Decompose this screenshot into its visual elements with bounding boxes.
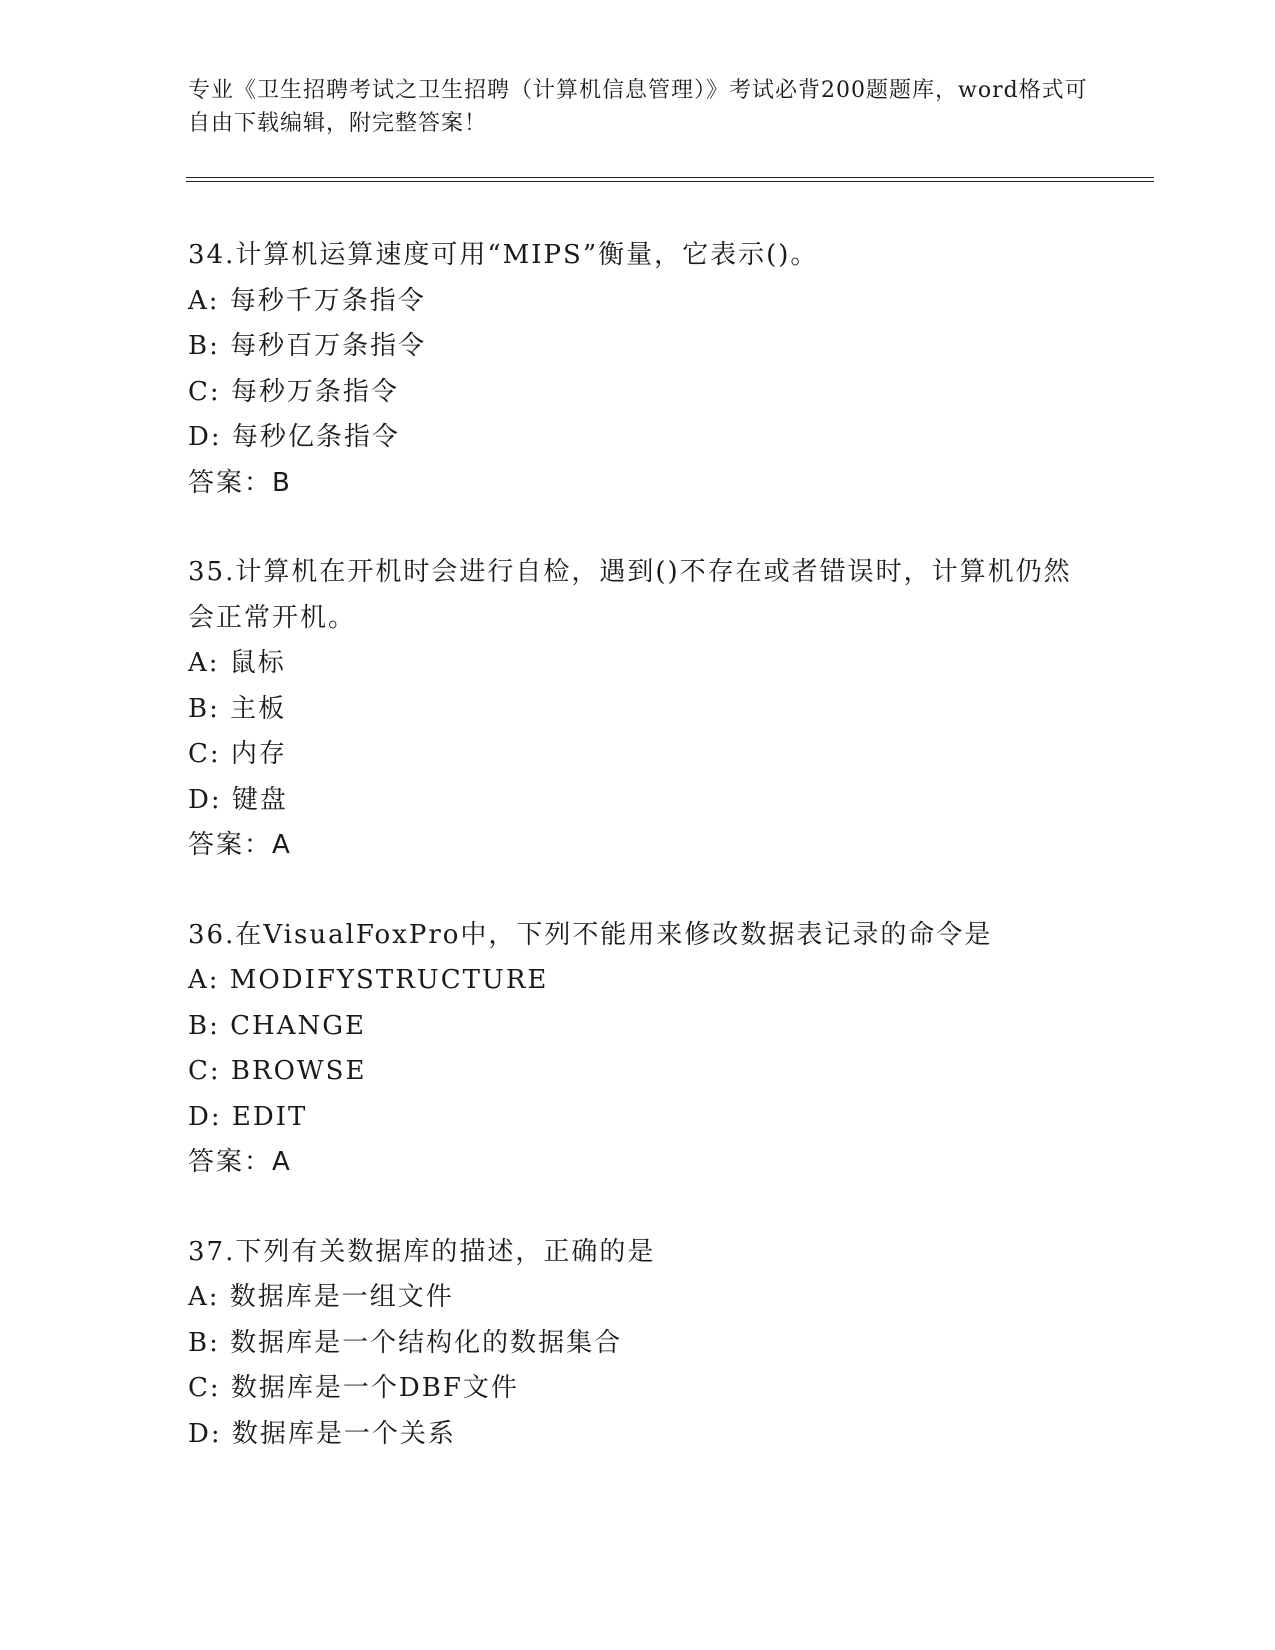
option-b: B: 主板 bbox=[188, 693, 287, 724]
option-b: B: 每秒百万条指令 bbox=[188, 331, 427, 361]
question-stem: 34.计算机运算速度可用“MIPS”衡量，它表示()。 bbox=[188, 240, 819, 270]
option-c: C: 每秒万条指令 bbox=[188, 376, 399, 407]
question-stem: 35.计算机在开机时会进行自检，遇到()不存在或者错误时，计算机仍然会正常开机。 bbox=[188, 557, 1072, 633]
option-a: A: MODIFYSTRUCTURE bbox=[188, 965, 549, 995]
answer: 答案：A bbox=[188, 830, 292, 860]
question-stem: 36.在VisualFoxPro中，下列不能用来修改数据表记录的命令是 bbox=[188, 919, 993, 950]
answer: 答案：A bbox=[188, 1147, 292, 1177]
option-d: D: 数据库是一个关系 bbox=[188, 1418, 456, 1449]
document-header: 专业《卫生招聘考试之卫生招聘（计算机信息管理）》考试必背200题题库，word格式可自由下载编辑，附完整答案！ bbox=[188, 78, 1088, 136]
option-a: A: 每秒千万条指令 bbox=[188, 285, 426, 316]
option-b: B: 数据库是一个结构化的数据集合 bbox=[188, 1327, 623, 1358]
question-37 bbox=[188, 1230, 1088, 1458]
option-d: D: 键盘 bbox=[188, 784, 288, 815]
answer: 答案：B bbox=[188, 467, 292, 498]
option-d: D: EDIT bbox=[188, 1101, 308, 1132]
question-list bbox=[188, 233, 1088, 1501]
option-c: C: 数据库是一个DBF文件 bbox=[188, 1373, 519, 1403]
option-a: A: 数据库是一组文件 bbox=[188, 1282, 454, 1312]
question-34 bbox=[188, 233, 1088, 506]
question-stem: 37.下列有关数据库的描述，正确的是 bbox=[188, 1236, 656, 1267]
question-35 bbox=[188, 550, 1088, 869]
option-b: B: CHANGE bbox=[188, 1010, 366, 1041]
option-c: C: BROWSE bbox=[188, 1056, 367, 1086]
option-c: C: 内存 bbox=[188, 739, 287, 769]
question-36 bbox=[188, 913, 1088, 1186]
option-a: A: 鼠标 bbox=[188, 648, 286, 678]
header-divider bbox=[186, 177, 1154, 182]
option-d: D: 每秒亿条指令 bbox=[188, 422, 400, 452]
